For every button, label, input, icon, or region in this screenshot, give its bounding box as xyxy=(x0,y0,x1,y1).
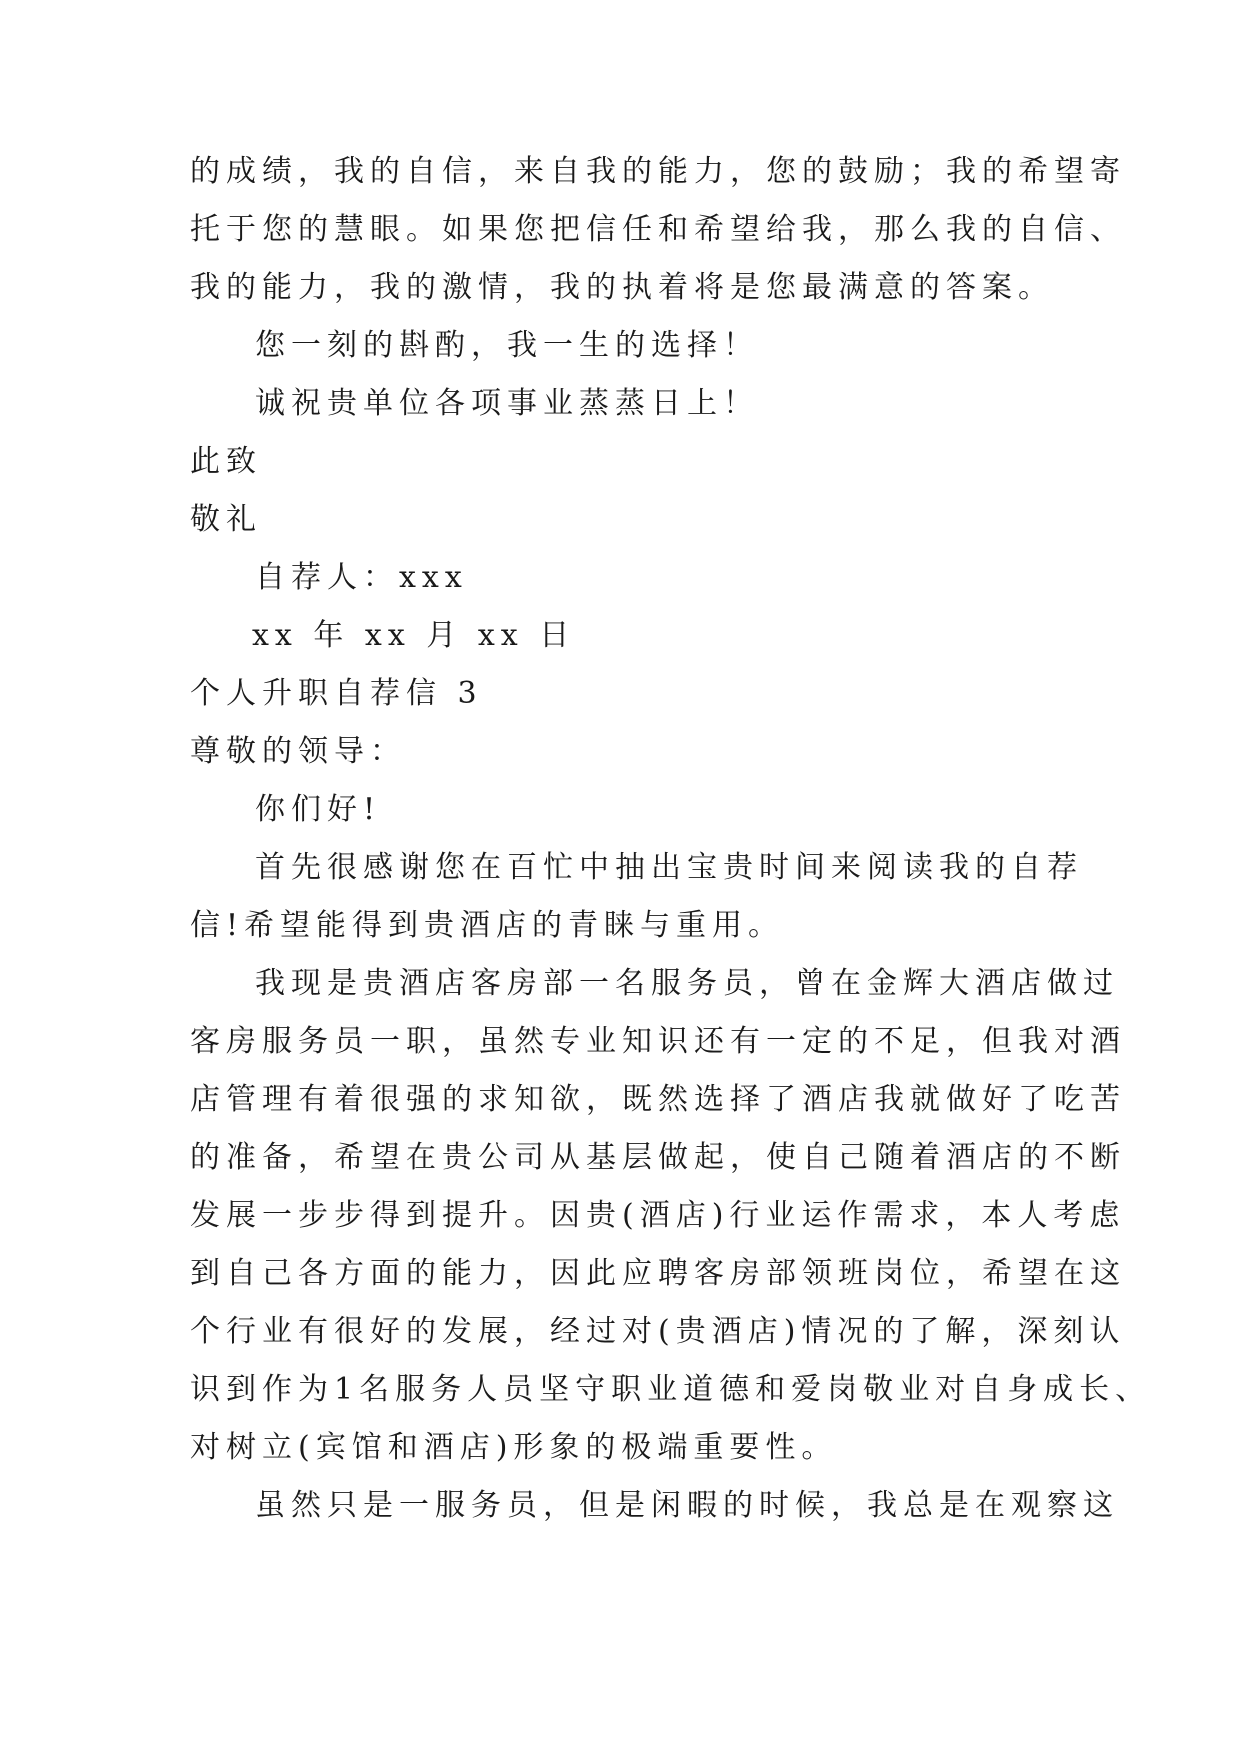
closing-salutation: 此致 xyxy=(190,444,262,479)
date-line: xx 年 xx 月 xx 日 xyxy=(252,618,576,653)
body-text-line: 诚祝贵单位各项事业蒸蒸日上！ xyxy=(255,386,759,421)
greeting-recipient: 尊敬的领导： xyxy=(190,734,406,769)
greeting-line: 你们好! xyxy=(255,792,382,827)
body-text-line: 个行业有很好的发展，经过对(贵酒店)情况的了解，深刻认 xyxy=(190,1314,1126,1349)
section-title: 个人升职自荐信 3 xyxy=(190,676,483,711)
body-text-line: 我的能力，我的激情，我的执着将是您最满意的答案。 xyxy=(190,270,1054,305)
body-text-line: 客房服务员一职，虽然专业知识还有一定的不足，但我对酒 xyxy=(190,1024,1126,1059)
body-text-line: 您一刻的斟酌，我一生的选择！ xyxy=(255,328,759,363)
body-text-line: 店管理有着很强的求知欲，既然选择了酒店我就做好了吃苦 xyxy=(190,1082,1126,1117)
body-text-line: 发展一步步得到提升。因贵(酒店)行业运作需求，本人考虑 xyxy=(190,1198,1126,1233)
body-text-line: 首先很感谢您在百忙中抽出宝贵时间来阅读我的自荐 xyxy=(255,850,1083,885)
body-text-line: 识到作为1名服务人员坚守职业道德和爱岗敬业对自身成长、 xyxy=(190,1372,1152,1407)
body-text-line: 信!希望能得到贵酒店的青睐与重用。 xyxy=(190,908,785,943)
body-text-line: 托于您的慧眼。如果您把信任和希望给我，那么我的自信、 xyxy=(190,212,1126,247)
body-text-line: 到自己各方面的能力，因此应聘客房部领班岗位，希望在这 xyxy=(190,1256,1126,1291)
body-text-line: 的准备，希望在贵公司从基层做起，使自己随着酒店的不断 xyxy=(190,1140,1126,1175)
body-text-line: 的成绩，我的自信，来自我的能力，您的鼓励；我的希望寄 xyxy=(190,154,1126,189)
body-text-line: 虽然只是一服务员，但是闲暇的时候，我总是在观察这 xyxy=(255,1488,1119,1523)
closing-regards: 敬礼 xyxy=(190,502,262,537)
signer-line: 自荐人：xxx xyxy=(255,560,468,595)
body-text-line: 我现是贵酒店客房部一名服务员，曾在金辉大酒店做过 xyxy=(255,966,1119,1001)
body-text-line: 对树立(宾馆和酒店)形象的极端重要性。 xyxy=(190,1430,838,1465)
